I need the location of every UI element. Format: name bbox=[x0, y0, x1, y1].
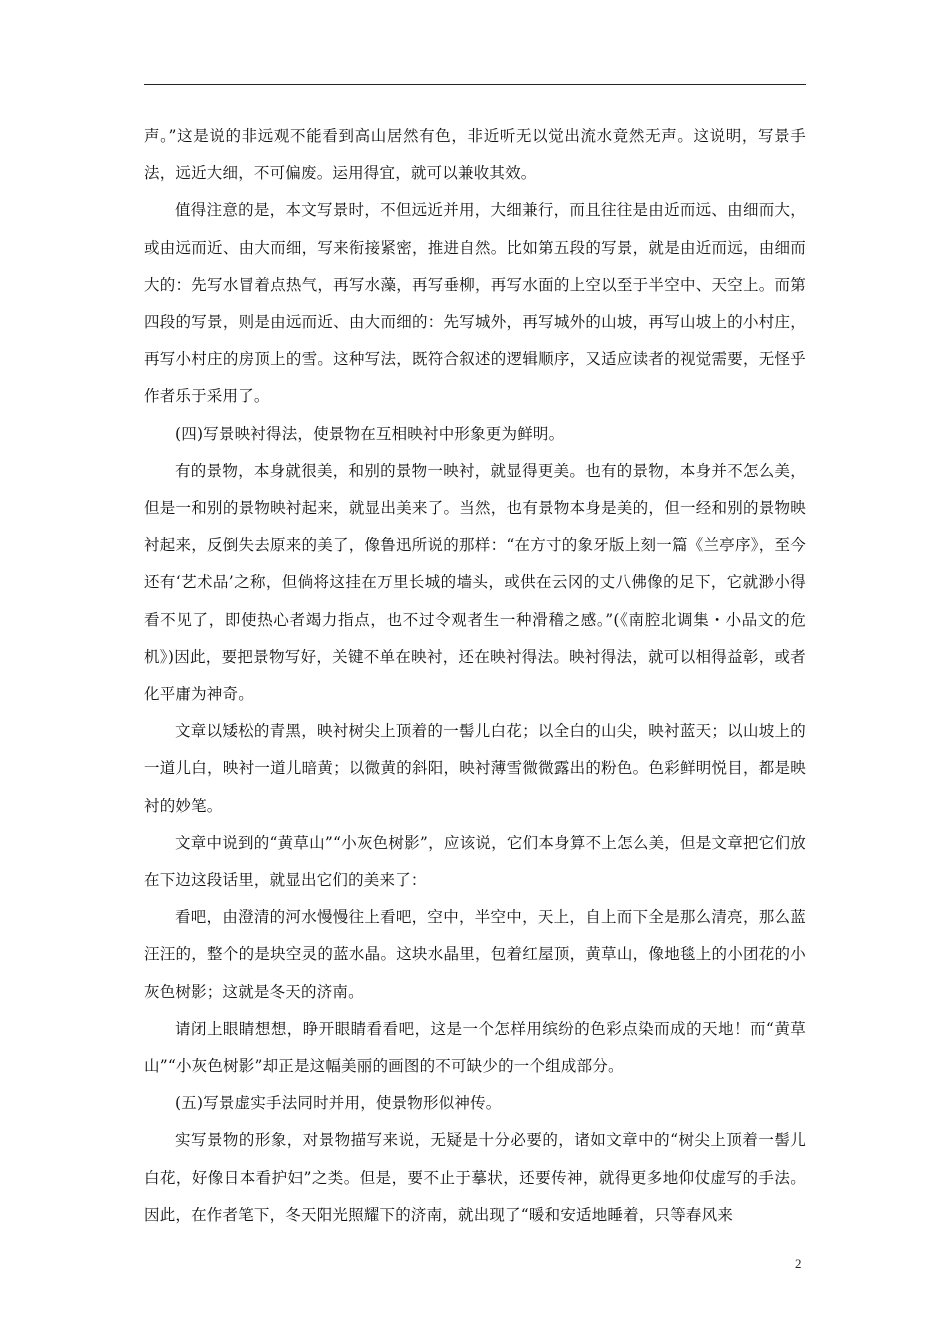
section-heading: (四)写景映衬得法，使景物在互相映衬中形象更为鲜明。 bbox=[175, 424, 565, 443]
paragraph: 值得注意的是，本文写景时，不但远近并用，大细兼行，而且往往是由近而远、由细而大，或由远而近、由大而细，写来衔接紧密，推进自然。比如第五段的写景，就是由近而远，由细而大的：先写水冒着点热气，再写水藻，再写垂柳，再写水面的上空以至于半空中、天空上。而第四段的写景，则是由远而近、由大而细的：先写城外，再写城外的山坡，再写山坡上的小村庄，再写小村庄的房顶上的雪。这种写法，既符合叙述的逻辑顺序，又适应读者的视觉需要，无怪乎作者乐于采用了。 bbox=[144, 201, 806, 406]
paragraph: 文章以矮松的青黑，映衬树尖上顶着的一髻儿白花；以全白的山尖，映衬蓝天；以山坡上的一道儿白，映衬一道儿暗黄；以微黄的斜阳，映衬薄雪微微露出的粉色。色彩鲜明悦目，都是映衬的妙笔。 bbox=[144, 722, 806, 815]
quoted-paragraph: 看吧，由澄清的河水慢慢往上看吧，空中，半空中，天上，自上而下全是那么清亮，那么蓝汪汪的，整个的是块空灵的蓝水晶。这块水晶里，包着红屋顶，黄草山，像地毯上的小团花的小灰色树影；这就是冬天的济南。 bbox=[144, 908, 806, 1001]
page-number: 2 bbox=[795, 1256, 802, 1271]
document-body bbox=[144, 118, 806, 1234]
paragraph: 文章中说到的“黄草山”“小灰色树影”，应该说，它们本身算不上怎么美，但是文章把它们放在下边这段话里，就显出它们的美来了： bbox=[144, 833, 806, 890]
paragraph: 请闭上眼睛想想，睁开眼睛看看吧，这是一个怎样用缤纷的色彩点染而成的天地！而“黄草山”“小灰色树影”却正是这幅美丽的画图的不可缺少的一个组成部分。 bbox=[144, 1019, 806, 1076]
section-heading: (五)写景虚实手法同时并用，使景物形似神传。 bbox=[175, 1094, 502, 1113]
header-rule bbox=[144, 84, 806, 85]
paragraph: 声。”这是说的非远观不能看到高山居然有色，非近听无以觉出流水竟然无声。这说明，写景手法，远近大细，不可偏废。运用得宜，就可以兼收其效。 bbox=[144, 127, 806, 183]
paragraph: 有的景物，本身就很美，和别的景物一映衬，就显得更美。也有的景物，本身并不怎么美，但是一和别的景物映衬起来，就显出美来了。当然，也有景物本身是美的，但一经和别的景物映衬起来，反倒失去原来的美了，像鲁迅所说的那样：“在方寸的象牙版上刻一篇《兰亭序》，至今还有‘艺术品’之称，但倘将这挂在万里长城的墙头，或供在云冈的丈八佛像的足下，它就渺小得看不见了，即使热心者竭力指点，也不过令观者生一种滑稽之感。”(《南腔北调集・小品文的危机》)因此，要把景物写好，关键不单在映衬，还在映衬得法。映衬得法，就可以相得益彰，或者化平庸为神奇。 bbox=[144, 461, 806, 704]
paragraph: 实写景物的形象，对景物描写来说，无疑是十分必要的，诸如文章中的“树尖上顶着一髻儿白花，好像日本看护妇”之类。但是，要不止于摹状，还要传神，就得更多地仰仗虚写的手法。因此，在作者笔下，冬天阳光照耀下的济南，就出现了“暖和安适地睡着，只等春风来 bbox=[144, 1131, 806, 1224]
